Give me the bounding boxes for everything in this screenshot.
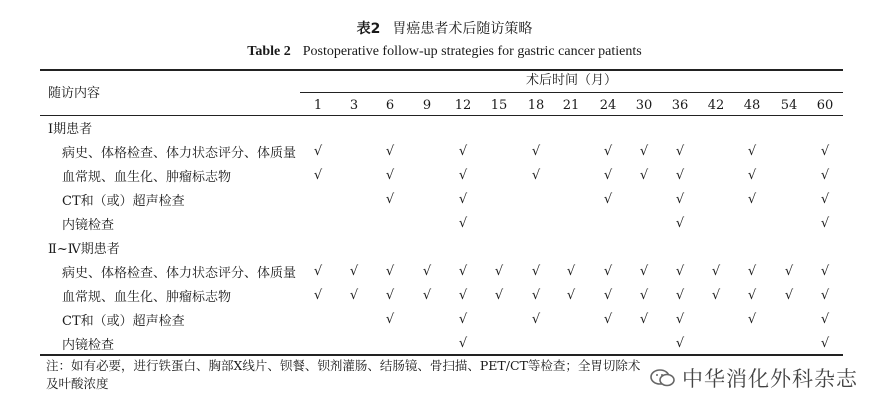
- table-title-cn: 胃癌患者术后随访策略: [392, 21, 533, 37]
- month-header-21: 21: [562, 98, 580, 113]
- check-mark: √: [675, 168, 685, 183]
- month-header-1: 1: [313, 98, 323, 113]
- time-group-header: 术后时间（月）: [526, 73, 618, 88]
- check-mark: √: [385, 288, 395, 303]
- row-label: 内镜检查: [62, 218, 115, 233]
- check-mark: √: [639, 288, 649, 303]
- group-title: Ⅱ~Ⅳ期患者: [48, 242, 120, 257]
- check-mark: √: [639, 168, 649, 183]
- check-mark: √: [675, 264, 685, 279]
- row-label: CT和（或）超声检查: [62, 314, 185, 329]
- check-mark: √: [422, 288, 432, 303]
- check-mark: √: [385, 264, 395, 279]
- header-bottom-rule: [40, 115, 843, 116]
- check-mark: √: [603, 192, 613, 207]
- check-mark: √: [458, 264, 468, 279]
- check-mark: √: [603, 168, 613, 183]
- check-mark: √: [675, 288, 685, 303]
- check-mark: √: [494, 288, 504, 303]
- month-header-18: 18: [527, 98, 545, 113]
- check-mark: √: [385, 168, 395, 183]
- row-label: 血常规、血生化、肿瘤标志物: [62, 290, 232, 305]
- check-mark: √: [422, 264, 432, 279]
- check-mark: √: [675, 336, 685, 351]
- check-mark: √: [531, 168, 541, 183]
- table-caption-cn: [0, 18, 889, 38]
- check-mark: √: [313, 264, 323, 279]
- check-mark: √: [820, 264, 830, 279]
- header-sub-rule: [300, 92, 843, 93]
- bottom-rule: [40, 354, 843, 356]
- table-number-cn: 表2: [356, 21, 381, 37]
- month-header-60: 60: [816, 98, 834, 113]
- check-mark: √: [385, 144, 395, 159]
- month-header-12: 12: [454, 98, 472, 113]
- month-header-9: 9: [422, 98, 432, 113]
- table-number-en: Table 2: [247, 44, 291, 59]
- footnote-line-1: 注：如有必要，进行铁蛋白、胸部X线片、钡餐、钡剂灌肠、结肠镜、骨扫描、PET/CT等检查；全胃切除术: [46, 358, 641, 373]
- check-mark: √: [458, 168, 468, 183]
- check-mark: √: [349, 264, 359, 279]
- check-mark: √: [675, 216, 685, 231]
- check-mark: √: [820, 168, 830, 183]
- check-mark: √: [458, 312, 468, 327]
- check-mark: √: [820, 192, 830, 207]
- check-mark: √: [639, 264, 649, 279]
- month-header-54: 54: [780, 98, 798, 113]
- check-mark: √: [531, 264, 541, 279]
- month-header-42: 42: [707, 98, 725, 113]
- row-label-header: 随访内容: [48, 86, 101, 101]
- row-label: 病史、体格检查、体力状态评分、体质量: [62, 266, 297, 281]
- check-mark: √: [566, 264, 576, 279]
- month-header-15: 15: [490, 98, 508, 113]
- watermark: [650, 363, 858, 393]
- table-title-en: Postoperative follow-up strategies for gastric cancer patients: [302, 44, 642, 59]
- row-label: 血常规、血生化、肿瘤标志物: [62, 170, 232, 185]
- check-mark: √: [784, 288, 794, 303]
- check-mark: √: [747, 192, 757, 207]
- check-mark: √: [349, 288, 359, 303]
- check-mark: √: [313, 288, 323, 303]
- check-mark: √: [820, 216, 830, 231]
- check-mark: √: [458, 144, 468, 159]
- month-header-6: 6: [385, 98, 395, 113]
- row-label: 内镜检查: [62, 338, 115, 353]
- check-mark: √: [784, 264, 794, 279]
- check-mark: √: [531, 144, 541, 159]
- check-mark: √: [385, 312, 395, 327]
- check-mark: √: [747, 144, 757, 159]
- footnote: [46, 357, 656, 393]
- check-mark: √: [385, 192, 395, 207]
- month-header-36: 36: [671, 98, 689, 113]
- check-mark: √: [747, 312, 757, 327]
- month-header-30: 30: [635, 98, 653, 113]
- check-mark: √: [711, 288, 721, 303]
- check-mark: √: [566, 288, 576, 303]
- table-caption-en: [0, 44, 889, 60]
- check-mark: √: [675, 144, 685, 159]
- check-mark: √: [458, 288, 468, 303]
- check-mark: √: [820, 312, 830, 327]
- month-header-48: 48: [743, 98, 761, 113]
- check-mark: √: [313, 168, 323, 183]
- check-mark: √: [603, 312, 613, 327]
- check-mark: √: [675, 312, 685, 327]
- check-mark: √: [531, 312, 541, 327]
- check-mark: √: [639, 312, 649, 327]
- row-label: 病史、体格检查、体力状态评分、体质量: [62, 146, 297, 161]
- check-mark: √: [820, 144, 830, 159]
- month-header-24: 24: [599, 98, 617, 113]
- check-mark: √: [820, 288, 830, 303]
- check-mark: √: [458, 216, 468, 231]
- watermark-text: 中华消化外科杂志: [682, 367, 858, 391]
- check-mark: √: [458, 336, 468, 351]
- footnote-line-2: 及叶酸浓度: [46, 376, 109, 391]
- check-mark: √: [603, 264, 613, 279]
- check-mark: √: [747, 264, 757, 279]
- check-mark: √: [711, 264, 721, 279]
- top-rule: [40, 69, 843, 71]
- check-mark: √: [820, 336, 830, 351]
- check-mark: √: [675, 192, 685, 207]
- check-mark: √: [458, 192, 468, 207]
- check-mark: √: [747, 168, 757, 183]
- check-mark: √: [531, 288, 541, 303]
- check-mark: √: [313, 144, 323, 159]
- check-mark: √: [494, 264, 504, 279]
- group-title: Ⅰ期患者: [48, 122, 93, 137]
- check-mark: √: [603, 288, 613, 303]
- check-mark: √: [603, 144, 613, 159]
- month-header-3: 3: [349, 98, 359, 113]
- check-mark: √: [747, 288, 757, 303]
- wechat-icon: [650, 368, 676, 388]
- check-mark: √: [639, 144, 649, 159]
- row-label: CT和（或）超声检查: [62, 194, 185, 209]
